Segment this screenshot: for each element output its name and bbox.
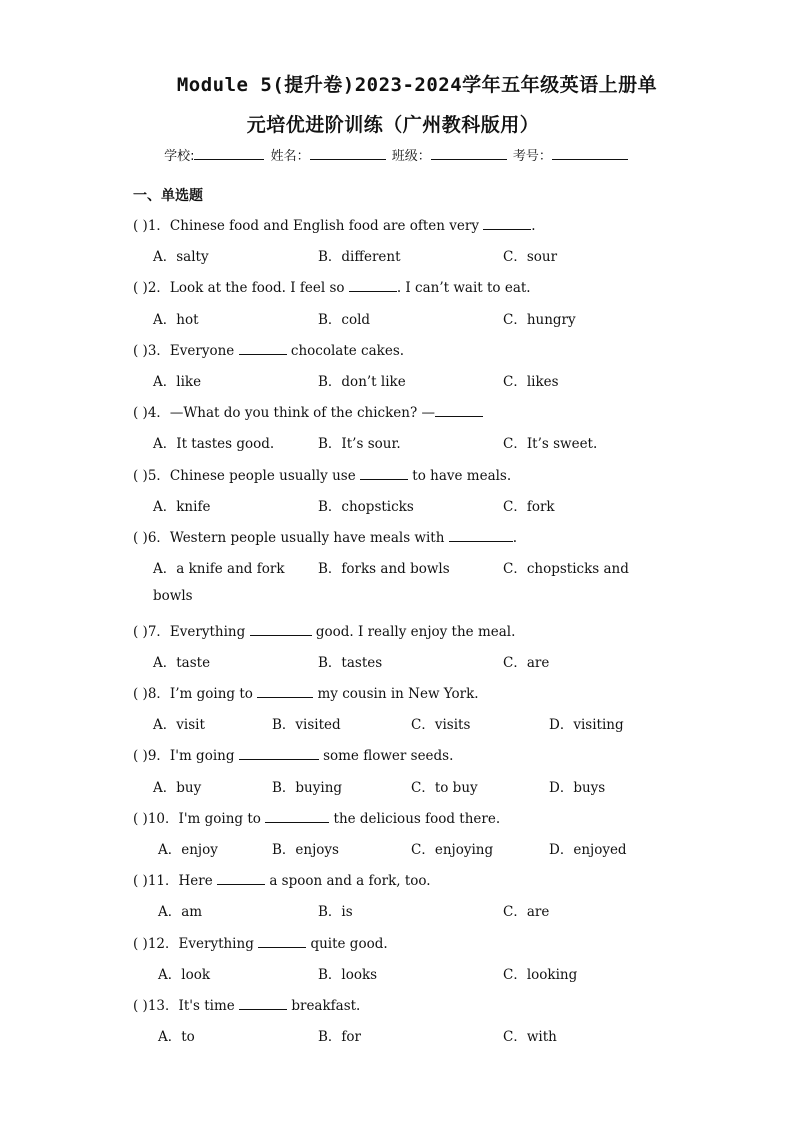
question-number: ( )3． <box>133 343 170 359</box>
question-text: Everything <box>178 936 254 952</box>
school-label: 学校: <box>164 149 195 164</box>
question-number: ( )2． <box>133 280 170 296</box>
answer-blank[interactable] <box>250 623 312 636</box>
answer-blank[interactable] <box>449 529 513 542</box>
question-number: ( )1． <box>133 218 170 234</box>
question-8 <box>133 682 479 702</box>
exam-number-blank[interactable] <box>552 147 628 160</box>
option-d[interactable]: D．buys <box>549 780 606 796</box>
question-3 <box>133 339 404 359</box>
question-text-end: the delicious food there. <box>333 811 501 827</box>
question-9 <box>133 744 453 764</box>
question-number: ( )5． <box>133 468 170 484</box>
option-b[interactable]: B．forks and bowls <box>318 561 450 577</box>
option-c[interactable]: C．fork <box>503 499 555 515</box>
question-text-end: . I can’t wait to eat. <box>396 280 531 296</box>
option-b[interactable]: B．is <box>318 904 353 920</box>
option-c-continued: bowls <box>153 588 193 604</box>
question-text: Chinese food and English food are often very <box>169 218 479 234</box>
question-13 <box>133 994 360 1014</box>
question-number: ( )13． <box>133 998 179 1014</box>
option-b[interactable]: B．visited <box>272 717 341 733</box>
question-5 <box>133 464 511 484</box>
answer-blank[interactable] <box>349 279 397 292</box>
question-text-end: quite good. <box>310 936 388 952</box>
question-text: Look at the food. I feel so <box>169 280 345 296</box>
name-blank[interactable] <box>310 147 386 160</box>
question-10 <box>133 807 500 827</box>
answer-blank[interactable] <box>435 404 483 417</box>
option-b[interactable]: B．chopsticks <box>318 499 414 515</box>
option-a[interactable]: A．hot <box>153 312 199 328</box>
question-text: Everything <box>169 624 246 640</box>
option-c[interactable]: C．chopsticks and <box>503 561 629 577</box>
option-b[interactable]: B．different <box>318 249 401 265</box>
answer-blank[interactable] <box>257 685 313 698</box>
question-text-end: a spoon and a fork, too. <box>269 873 431 889</box>
question-text: Chinese people usually use <box>169 468 356 484</box>
question-12 <box>133 932 388 952</box>
question-text-end: chocolate cakes. <box>290 343 405 359</box>
question-text-end: breakfast. <box>291 998 361 1014</box>
question-2 <box>133 276 531 296</box>
option-c[interactable]: C．with <box>503 1029 557 1045</box>
question-text: It's time <box>178 998 235 1014</box>
answer-blank[interactable] <box>265 810 329 823</box>
option-a[interactable]: A．like <box>153 374 202 390</box>
question-number: ( )6． <box>133 530 170 546</box>
option-b[interactable]: B．enjoys <box>272 842 339 858</box>
answer-blank[interactable] <box>239 747 319 760</box>
option-c[interactable]: C．hungry <box>503 312 576 328</box>
option-a[interactable]: A．knife <box>153 499 211 515</box>
option-a[interactable]: A．a knife and fork <box>153 561 285 577</box>
question-7 <box>133 620 515 640</box>
option-c[interactable]: C．looking <box>503 967 578 983</box>
answer-blank[interactable] <box>258 935 306 948</box>
answer-blank[interactable] <box>360 467 408 480</box>
answer-blank[interactable] <box>483 217 531 230</box>
question-11 <box>133 869 431 889</box>
answer-blank[interactable] <box>239 997 287 1010</box>
option-b[interactable]: B．for <box>318 1029 361 1045</box>
option-d[interactable]: D．visiting <box>549 717 624 733</box>
option-a[interactable]: A．It tastes good. <box>153 436 275 452</box>
option-c[interactable]: C．visits <box>411 717 471 733</box>
option-a[interactable]: A．buy <box>153 780 202 796</box>
question-4 <box>133 401 483 421</box>
option-c[interactable]: C．sour <box>503 249 558 265</box>
option-a[interactable]: A．salty <box>153 249 209 265</box>
option-a[interactable]: A．visit <box>153 717 205 733</box>
question-text: I'm going to <box>178 811 261 827</box>
option-a[interactable]: A．taste <box>153 655 211 671</box>
question-text: I’m going to <box>169 686 253 702</box>
question-number: ( )4． <box>133 405 170 421</box>
title-line-2: 元培优进阶训练（广州教科版用） <box>246 114 540 136</box>
option-a[interactable]: A．am <box>158 904 203 920</box>
title-line-1: Module 5(提升卷)2023-2024学年五年级英语上册单 <box>176 74 658 96</box>
option-c[interactable]: C．It’s sweet. <box>503 436 598 452</box>
question-text: Everyone <box>169 343 235 359</box>
school-blank[interactable] <box>194 147 264 160</box>
class-blank[interactable] <box>431 147 507 160</box>
option-c[interactable]: C．likes <box>503 374 559 390</box>
question-number: ( )11． <box>133 873 179 889</box>
question-text-end: some flower seeds. <box>323 748 454 764</box>
option-b[interactable]: B．cold <box>318 312 371 328</box>
exam-number-label: 考号： <box>512 149 552 164</box>
question-text: I'm going <box>169 748 235 764</box>
question-text-end: my cousin in New York. <box>317 686 479 702</box>
option-b[interactable]: B．It’s sour. <box>318 436 401 452</box>
question-text-end: . <box>531 218 536 234</box>
option-b[interactable]: B．looks <box>318 967 378 983</box>
option-b[interactable]: B．don’t like <box>318 374 406 390</box>
option-c[interactable]: C．are <box>503 904 550 920</box>
option-a[interactable]: A．look <box>158 967 211 983</box>
option-c[interactable]: C．are <box>503 655 550 671</box>
student-info-row <box>0 145 794 164</box>
question-text: —What do you think of the chicken? — <box>169 405 436 421</box>
option-a[interactable]: A．to <box>158 1029 195 1045</box>
option-c[interactable]: C．to buy <box>411 780 478 796</box>
option-b[interactable]: B．tastes <box>318 655 383 671</box>
option-b[interactable]: B．buying <box>272 780 343 796</box>
question-number: ( )10． <box>133 811 179 827</box>
question-text: Here <box>178 873 213 889</box>
question-text-end: good. I really enjoy the meal. <box>315 624 516 640</box>
question-6 <box>133 526 517 546</box>
answer-blank[interactable] <box>217 872 265 885</box>
option-c[interactable]: C．enjoying <box>411 842 494 858</box>
option-a[interactable]: A．enjoy <box>158 842 218 858</box>
question-number: ( )9． <box>133 748 170 764</box>
question-number: ( )7． <box>133 624 170 640</box>
option-d[interactable]: D．enjoyed <box>549 842 627 858</box>
answer-blank[interactable] <box>239 342 287 355</box>
question-text: Western people usually have meals with <box>169 530 445 546</box>
section-title: 一、单选题 <box>133 188 203 204</box>
question-text-end: to have meals. <box>412 468 512 484</box>
question-1 <box>133 214 536 234</box>
question-number: ( )12． <box>133 936 179 952</box>
class-label: 班级： <box>391 149 431 164</box>
question-number: ( )8． <box>133 686 170 702</box>
question-text-end: . <box>512 530 517 546</box>
name-label: 姓名： <box>270 149 310 164</box>
